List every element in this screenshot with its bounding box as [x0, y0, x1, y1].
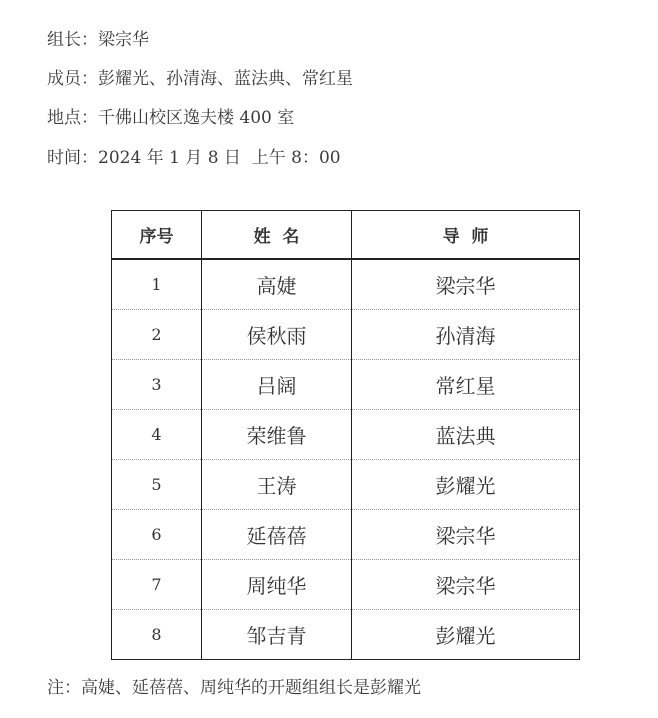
seq-cell: 5: [112, 460, 202, 510]
table-row: [112, 410, 580, 460]
time-line: [47, 148, 341, 168]
mentor-cell: 彭耀光: [352, 610, 580, 660]
mentor-cell: 梁宗华: [352, 510, 580, 560]
seq-cell: 4: [112, 410, 202, 460]
table-row: [112, 560, 580, 610]
table-row: [112, 310, 580, 360]
seq-cell: 8: [112, 610, 202, 660]
name-cell: 王涛: [202, 460, 352, 510]
table-row: [112, 360, 580, 410]
mentor-cell: 常红星: [352, 360, 580, 410]
mentor-cell: 梁宗华: [352, 259, 580, 310]
footnote: 注：高婕、延蓓蓓、周纯华的开题组组长是彭耀光: [47, 678, 421, 698]
members-line: [47, 69, 353, 89]
table-row: [112, 510, 580, 560]
seq-cell: 7: [112, 560, 202, 610]
mentor-cell: 蓝法典: [352, 410, 580, 460]
student-roster-table: [111, 210, 580, 660]
time-value: 2024 年 1 月 8 日 上午 8：00: [98, 148, 341, 168]
seq-cell: 2: [112, 310, 202, 360]
time-label: 时间：: [47, 148, 98, 168]
seq-cell: 1: [112, 259, 202, 310]
mentor-cell: 彭耀光: [352, 460, 580, 510]
name-cell: 吕阔: [202, 360, 352, 410]
table-row: [112, 460, 580, 510]
name-cell: 周纯华: [202, 560, 352, 610]
name-cell: 邹吉青: [202, 610, 352, 660]
members-value: 彭耀光、孙清海、蓝法典、常红星: [98, 69, 353, 89]
table-header-row: [112, 211, 580, 260]
header-mentor: 导 师: [352, 211, 580, 260]
group-leader-line: [47, 30, 149, 50]
location-value: 千佛山校区逸夫楼 400 室: [98, 108, 295, 128]
header-name: 姓 名: [202, 211, 352, 260]
name-cell: 高婕: [202, 259, 352, 310]
name-cell: 延蓓蓓: [202, 510, 352, 560]
location-label: 地点：: [47, 108, 98, 128]
header-seq: 序号: [112, 211, 202, 260]
seq-cell: 6: [112, 510, 202, 560]
mentor-cell: 孙清海: [352, 310, 580, 360]
seq-cell: 3: [112, 360, 202, 410]
table-body: [112, 259, 580, 660]
name-cell: 侯秋雨: [202, 310, 352, 360]
group-leader-value: 梁宗华: [98, 30, 149, 50]
mentor-cell: 梁宗华: [352, 560, 580, 610]
table-row: [112, 610, 580, 660]
name-cell: 荣维鲁: [202, 410, 352, 460]
location-line: [47, 108, 294, 128]
members-label: 成员：: [47, 69, 98, 89]
group-leader-label: 组长：: [47, 30, 98, 50]
table-row: [112, 259, 580, 310]
